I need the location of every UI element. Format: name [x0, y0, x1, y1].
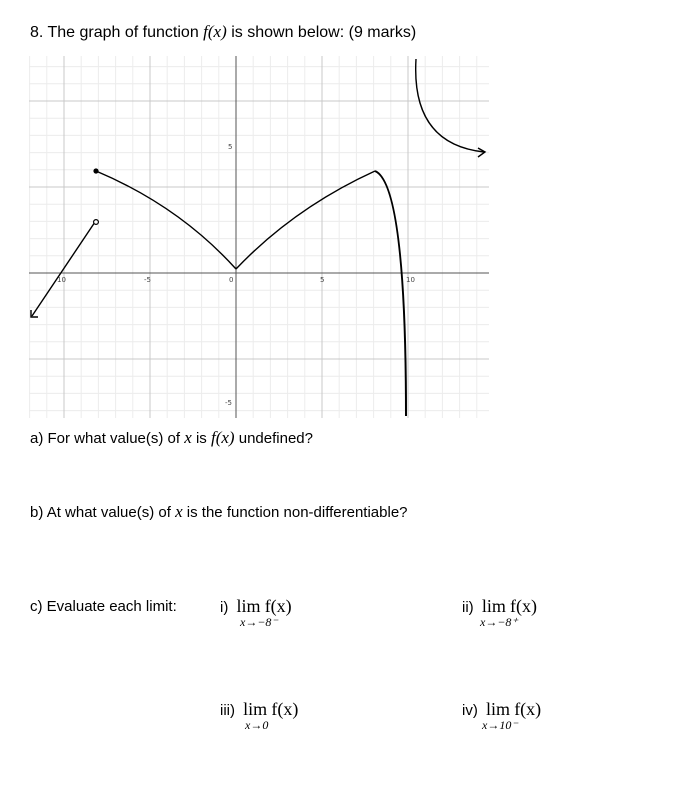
part-a-text1: For what value(s) of	[47, 430, 181, 447]
limit-iv-expr: f(x)	[514, 699, 542, 719]
limit-ii-lim: lim	[481, 596, 506, 616]
part-a	[30, 428, 313, 448]
part-a-func: f(x)	[210, 428, 235, 447]
part-b	[30, 502, 408, 522]
tick-label-x-p10: 10	[406, 276, 415, 284]
part-a-text2: is	[195, 430, 207, 447]
limit-iv	[462, 699, 542, 732]
limit-i-sub: x→−8⁻	[240, 615, 278, 629]
limit-iii-expr: f(x)	[271, 699, 299, 719]
limit-ii	[462, 596, 538, 629]
tick-label-y-m5: -5	[225, 399, 232, 407]
question-text-before: The graph of function	[47, 24, 199, 41]
limit-iii-number: iii)	[220, 702, 235, 719]
question-function: f(x)	[203, 22, 227, 41]
tick-label-origin: 0	[229, 276, 234, 284]
part-a-text3: undefined?	[238, 430, 313, 447]
tick-label-y-p5: 5	[228, 143, 233, 151]
limit-iii-lim: lim	[243, 699, 268, 719]
question-text-after: is shown below: (9 marks)	[231, 24, 417, 41]
limit-iii	[220, 699, 299, 732]
limit-i	[220, 596, 292, 629]
function-graph	[29, 56, 489, 418]
part-b-text2: is the function non-differentiable?	[186, 504, 408, 521]
part-a-var: x	[184, 428, 192, 447]
limit-i-lim: lim	[236, 596, 261, 616]
limit-ii-expr: f(x)	[510, 596, 538, 616]
question-heading	[30, 22, 416, 42]
limit-iv-number: iv)	[462, 702, 478, 719]
part-c	[30, 598, 177, 615]
part-c-label: c)	[30, 598, 43, 615]
part-c-text: Evaluate each limit:	[46, 598, 177, 615]
limit-ii-number: ii)	[462, 599, 474, 616]
limit-iv-lim: lim	[486, 699, 511, 719]
part-b-var: x	[175, 502, 183, 521]
limit-iii-sub: x→0	[245, 718, 269, 732]
tick-label-x-p5: 5	[320, 276, 325, 284]
tick-label-x-left: 10	[57, 276, 66, 284]
tick-label-x-m5: -5	[144, 276, 151, 284]
closed-point	[93, 168, 98, 173]
part-b-label: b)	[30, 504, 44, 521]
limit-ii-sub: x→−8⁺	[480, 615, 518, 629]
limit-i-expr: f(x)	[264, 596, 292, 616]
limit-iv-sub: x→10⁻	[482, 718, 518, 732]
question-number: 8.	[30, 24, 44, 41]
limit-i-number: i)	[220, 599, 229, 616]
part-b-text1: At what value(s) of	[46, 504, 171, 521]
open-point	[94, 220, 99, 225]
part-a-label: a)	[30, 430, 44, 447]
